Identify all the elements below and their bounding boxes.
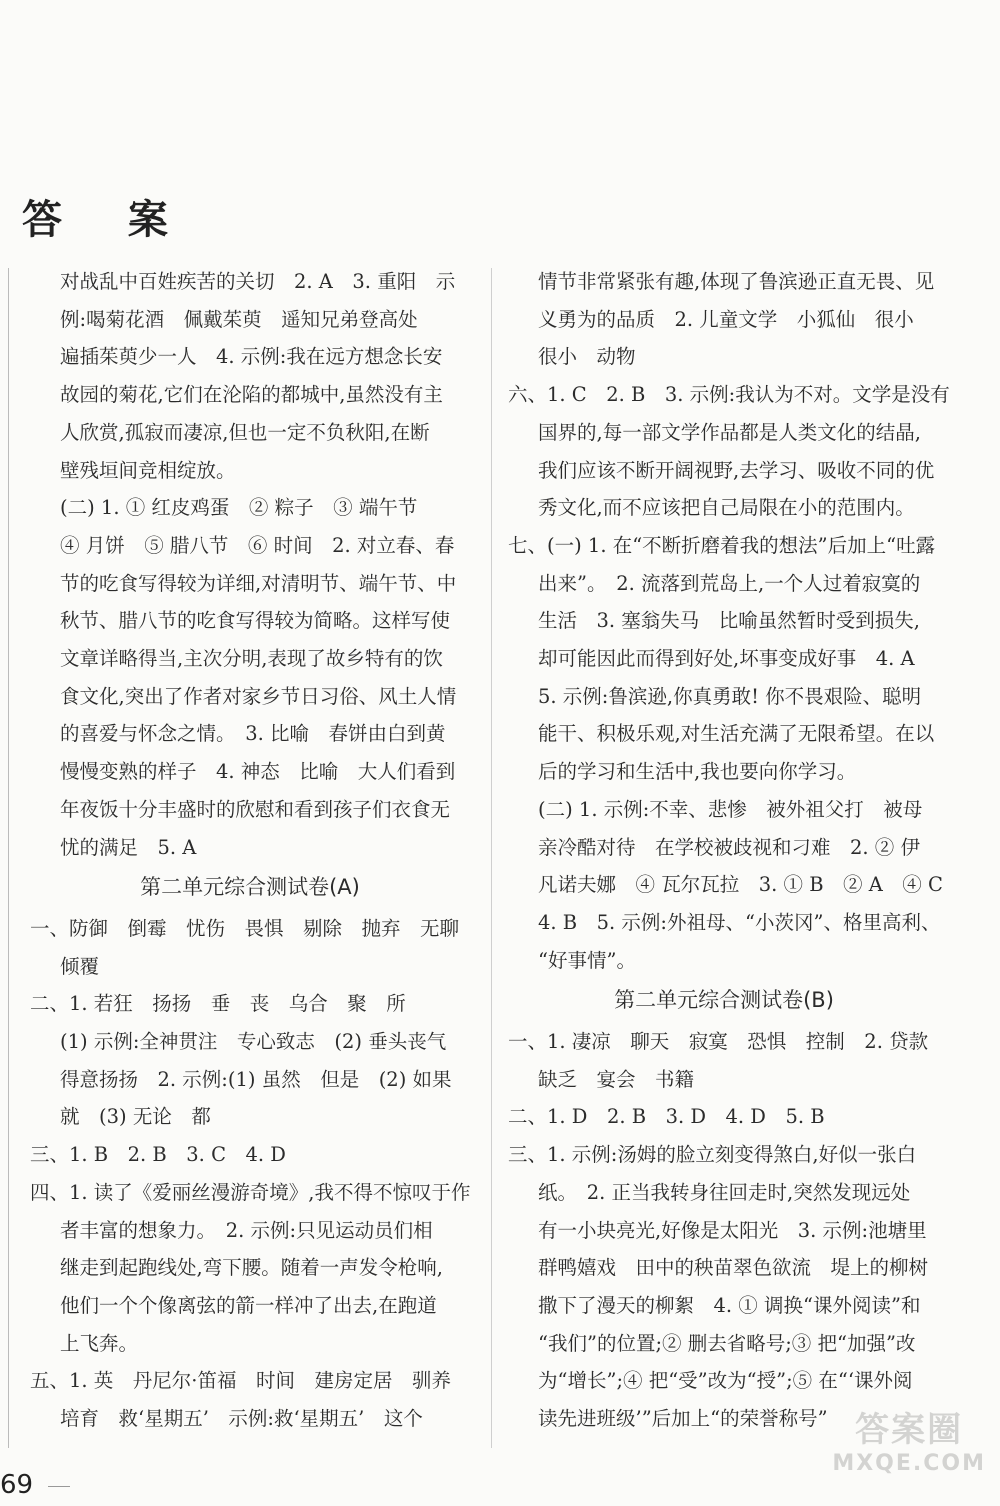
- answer-column-right: [508, 263, 950, 1438]
- answer-line: 培育 救‘星期五’ 示例:救‘星期五’ 这个: [60, 1407, 423, 1431]
- answer-line: 例:喝菊花酒 佩戴茱萸 遥知兄弟登高处: [60, 307, 418, 331]
- answer-line: 人欣赏,孤寂而凄凉,但也一定不负秋阳,在断: [60, 420, 430, 444]
- answer-line: 撒下了漫天的柳絮 4. ① 调换“课外阅读”和: [538, 1293, 921, 1317]
- answer-line: 我们应该不断开阔视野,去学习、吸收不同的优: [538, 458, 935, 482]
- answer-line: 很小 动物: [538, 345, 636, 369]
- footer-dash: [48, 1486, 70, 1487]
- answer-line: 四、1. 读了《爱丽丝漫游奇境》,我不得不惊叹于作: [30, 1180, 471, 1204]
- answer-line: 上飞奔。: [60, 1331, 139, 1355]
- answer-line: 能干、积极乐观,对生活充满了无限希望。在以: [538, 722, 935, 746]
- answer-line: 后的学习和生活中,我也要向你学习。: [538, 760, 857, 784]
- answer-line: 国界的,每一部文学作品都是人类文化的结晶,: [538, 420, 921, 444]
- watermark-logo: 答案圈 MXQE.COM: [832, 1410, 986, 1476]
- answer-line: (1) 示例:全神贯注 专心致志 (2) 垂头丧气: [60, 1030, 447, 1054]
- answer-line: 一、1. 凄凉 聊天 寂寞 恐惧 控制 2. 贷款: [508, 1030, 929, 1054]
- answer-line: 者丰富的想象力。 2. 示例:只见运动员们相: [60, 1218, 433, 1242]
- answer-line: 继走到起跑线处,弯下腰。随着一声发令枪响,: [60, 1256, 443, 1280]
- answer-line: 5. 示例:鲁滨逊,你真勇敢! 你不畏艰险、聪明: [538, 684, 922, 708]
- answer-line: 壁残垣间竞相绽放。: [60, 458, 236, 482]
- answer-line: 缺乏 宴会 书籍: [538, 1067, 695, 1091]
- answer-line: 群鸭嬉戏 田中的秧苗翠色欲流 堤上的柳树: [538, 1256, 929, 1280]
- answer-line: 遍插茱萸少一人 4. 示例:我在远方想念长安: [60, 345, 443, 369]
- answer-line: 节的吃食写得较为详细,对清明节、端午节、中: [60, 571, 457, 595]
- answer-line: 倾覆: [60, 954, 100, 978]
- answer-line: 五、1. 英 丹尼尔·笛福 时间 建房定居 驯养: [30, 1369, 452, 1393]
- section-heading: 第二单元综合测试卷(B): [614, 988, 834, 1013]
- answer-line: 亲冷酷对待 在学校被歧视和刁难 2. ② 伊: [538, 835, 921, 859]
- page-title: 答 案: [22, 196, 194, 243]
- answer-line: 秋节、腊八节的吃食写得较为简略。这样写使: [60, 609, 451, 633]
- answer-line: 三、1. 示例:汤姆的脸立刻变得煞白,好似一张白: [508, 1143, 917, 1167]
- answer-line: (二) 1. ① 红皮鸡蛋 ② 粽子 ③ 端午节: [60, 496, 418, 520]
- answer-line: 对战乱中百姓疾苦的关切 2. A 3. 重阳 示: [60, 270, 456, 293]
- answer-line: 得意扬扬 2. 示例:(1) 虽然 但是 (2) 如果: [60, 1067, 452, 1091]
- answer-line: 的喜爱与怀念之情。 3. 比喻 春饼由白到黄: [60, 722, 446, 746]
- answer-line: 三、1. B 2. B 3. C 4. D: [30, 1143, 286, 1167]
- answer-line: 生活 3. 塞翁失马 比喻虽然暂时受到损失,: [538, 609, 921, 633]
- section-heading: 第二单元综合测试卷(A): [140, 875, 360, 900]
- answer-line: (二) 1. 示例:不幸、悲惨 被外祖父打 被母: [538, 797, 923, 821]
- answer-line: 4. B 5. 示例:外祖母、“小茨冈”、格里高利、: [538, 910, 941, 934]
- answer-line: 二、1. 若狂 扬扬 垂 丧 乌合 聚 所: [30, 992, 406, 1016]
- answer-line: 故园的菊花,它们在沦陷的都城中,虽然没有主: [60, 383, 443, 407]
- answer-line: 七、(一) 1. 在“不断折磨着我的想法”后加上“吐露: [508, 533, 936, 557]
- answer-line: ④ 月饼 ⑤ 腊八节 ⑥ 时间 2. 对立春、春: [60, 533, 455, 557]
- answer-line: 就 (3) 无论 都: [60, 1105, 211, 1129]
- answer-line: 凡诺夫娜 ④ 瓦尔瓦拉 3. ① B ② A ④ C: [538, 873, 943, 897]
- answer-line: 六、1. C 2. B 3. 示例:我认为不对。文学是没有: [508, 383, 950, 407]
- answer-line: 他们一个个像离弦的箭一样冲了出去,在跑道: [60, 1293, 437, 1317]
- answer-line: 情节非常紧张有趣,体现了鲁滨逊正直无畏、见: [538, 270, 935, 293]
- answer-line: 纸。 2. 正当我转身往回走时,突然发现远处: [538, 1180, 911, 1204]
- answer-line: 却可能因此而得到好处,坏事变成好事 4. A: [538, 647, 915, 671]
- page-number: 69: [0, 1470, 34, 1500]
- answer-line: 二、1. D 2. B 3. D 4. D 5. B: [508, 1105, 825, 1129]
- answer-line: 出来”。 2. 流落到荒岛上,一个人过着寂寞的: [538, 571, 921, 595]
- answer-line: “好事情”。: [538, 948, 636, 972]
- answer-line: 义勇为的品质 2. 儿童文学 小狐仙 很小: [538, 307, 914, 331]
- answer-line: 有一小块亮光,好像是太阳光 3. 示例:池塘里: [538, 1218, 927, 1242]
- answer-column-left: [30, 263, 470, 1438]
- answer-line: 为“增长”;④ 把“受”改为“授”;⑤ 在“‘课外阅: [538, 1369, 913, 1393]
- column-divider: [491, 268, 492, 1448]
- left-margin-rule: [8, 268, 9, 1448]
- answer-line: 年夜饭十分丰盛时的欣慰和看到孩子们衣食无: [60, 797, 451, 821]
- answer-line: 秀文化,而不应该把自己局限在小的范围内。: [538, 496, 915, 520]
- answer-line: 食文化,突出了作者对家乡节日习俗、风土人情: [60, 684, 457, 708]
- answer-line: 一、防御 倒霉 忧伤 畏惧 剔除 抛弃 无聊: [30, 916, 460, 940]
- answer-line: “我们”的位置;② 删去省略号;③ 把“加强”改: [538, 1331, 916, 1355]
- answer-line: 忧的满足 5. A: [60, 835, 197, 859]
- answer-line: 文章详略得当,主次分明,表现了故乡特有的饮: [60, 647, 443, 671]
- answer-line: 读先进班级’”后加上“的荣誉称号”: [538, 1407, 828, 1431]
- answer-line: 慢慢变熟的样子 4. 神态 比喻 大人们看到: [60, 760, 456, 784]
